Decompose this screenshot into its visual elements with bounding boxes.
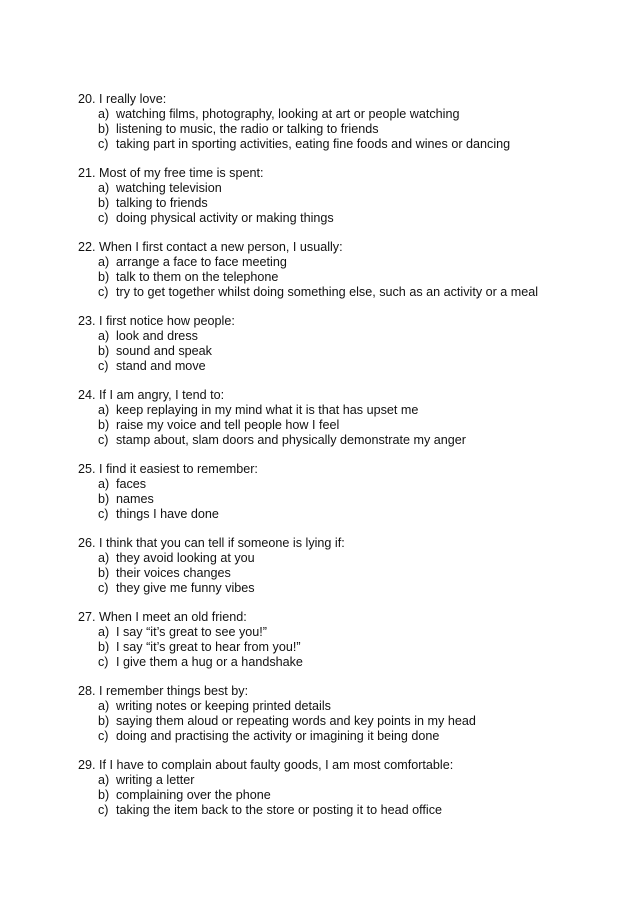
- option-letter: a): [98, 107, 110, 121]
- option-c: [78, 433, 618, 448]
- question-prompt: [78, 240, 618, 255]
- option-letter: b): [98, 270, 110, 284]
- question-number: 27.: [78, 610, 96, 624]
- option-letter: a): [98, 329, 110, 343]
- question-text: I find it easiest to remember:: [99, 462, 258, 476]
- question-prompt: [78, 536, 618, 551]
- option-b: [78, 196, 618, 211]
- option-text: they avoid looking at you: [116, 551, 255, 565]
- option-letter: c): [98, 285, 109, 299]
- question-text: Most of my free time is spent:: [99, 166, 264, 180]
- option-letter: b): [98, 492, 110, 506]
- question-23: [78, 314, 618, 374]
- option-letter: c): [98, 803, 109, 817]
- question-24: [78, 388, 618, 448]
- option-text: try to get together whilst doing something else, such as an activity or a meal: [116, 285, 539, 299]
- option-text: things I have done: [116, 507, 219, 521]
- option-b: [78, 122, 618, 137]
- option-letter: c): [98, 211, 109, 225]
- option-a: [78, 699, 618, 714]
- option-text: their voices changes: [116, 566, 231, 580]
- question-22: [78, 240, 618, 300]
- option-text: raise my voice and tell people how I feel: [116, 418, 340, 432]
- question-29: [78, 758, 618, 818]
- question-prompt: [78, 92, 618, 107]
- option-text: names: [116, 492, 154, 506]
- option-text: doing and practising the activity or imagining it being done: [116, 729, 440, 743]
- option-letter: c): [98, 507, 109, 521]
- option-letter: b): [98, 122, 110, 136]
- option-a: [78, 181, 618, 196]
- option-letter: b): [98, 196, 110, 210]
- option-c: [78, 655, 618, 670]
- option-letter: a): [98, 699, 110, 713]
- option-letter: b): [98, 418, 110, 432]
- question-text: I really love:: [99, 92, 167, 106]
- option-letter: a): [98, 773, 110, 787]
- question-text: If I am angry, I tend to:: [99, 388, 225, 402]
- option-c: [78, 507, 618, 522]
- question-prompt: [78, 388, 618, 403]
- question-text: I first notice how people:: [99, 314, 235, 328]
- option-letter: c): [98, 655, 109, 669]
- question-text: When I meet an old friend:: [99, 610, 247, 624]
- option-text: watching films, photography, looking at art or people watching: [116, 107, 460, 121]
- option-text: talk to them on the telephone: [116, 270, 279, 284]
- question-prompt: [78, 166, 618, 181]
- option-c: [78, 803, 618, 818]
- option-letter: b): [98, 566, 110, 580]
- option-b: [78, 492, 618, 507]
- option-text: I say “it’s great to see you!”: [116, 625, 267, 639]
- question-prompt: [78, 758, 618, 773]
- option-b: [78, 566, 618, 581]
- question-number: 23.: [78, 314, 96, 328]
- option-text: I say “it’s great to hear from you!”: [116, 640, 301, 654]
- question-21: [78, 166, 618, 226]
- option-letter: b): [98, 344, 110, 358]
- option-b: [78, 640, 618, 655]
- option-text: taking part in sporting activities, eating fine foods and wines or dancing: [116, 137, 511, 151]
- option-text: complaining over the phone: [116, 788, 271, 802]
- question-number: 22.: [78, 240, 96, 254]
- option-c: [78, 359, 618, 374]
- option-c: [78, 137, 618, 152]
- question-27: [78, 610, 618, 670]
- option-letter: a): [98, 625, 110, 639]
- question-number: 21.: [78, 166, 96, 180]
- option-text: I give them a hug or a handshake: [116, 655, 303, 669]
- option-c: [78, 285, 618, 300]
- question-text: I remember things best by:: [99, 684, 249, 698]
- option-c: [78, 211, 618, 226]
- option-text: talking to friends: [116, 196, 208, 210]
- option-text: doing physical activity or making things: [116, 211, 334, 225]
- option-b: [78, 270, 618, 285]
- option-text: listening to music, the radio or talking to friends: [116, 122, 379, 136]
- question-number: 20.: [78, 92, 96, 106]
- option-text: keep replaying in my mind what it is that has upset me: [116, 403, 419, 417]
- option-a: [78, 329, 618, 344]
- option-letter: a): [98, 403, 110, 417]
- option-text: arrange a face to face meeting: [116, 255, 287, 269]
- option-letter: c): [98, 581, 109, 595]
- option-c: [78, 729, 618, 744]
- question-25: [78, 462, 618, 522]
- question-prompt: [78, 462, 618, 477]
- option-a: [78, 255, 618, 270]
- option-letter: b): [98, 640, 110, 654]
- option-b: [78, 788, 618, 803]
- option-b: [78, 714, 618, 729]
- question-number: 24.: [78, 388, 96, 402]
- question-text: I think that you can tell if someone is lying if:: [99, 536, 345, 550]
- option-letter: a): [98, 255, 110, 269]
- option-text: writing notes or keeping printed details: [116, 699, 331, 713]
- option-letter: b): [98, 788, 110, 802]
- option-text: stamp about, slam doors and physically demonstrate my anger: [116, 433, 466, 447]
- option-c: [78, 581, 618, 596]
- question-number: 28.: [78, 684, 96, 698]
- option-a: [78, 773, 618, 788]
- option-b: [78, 344, 618, 359]
- option-letter: c): [98, 433, 109, 447]
- option-letter: b): [98, 714, 110, 728]
- question-number: 26.: [78, 536, 96, 550]
- option-text: faces: [116, 477, 147, 491]
- option-text: they give me funny vibes: [116, 581, 255, 595]
- option-text: taking the item back to the store or posting it to head office: [116, 803, 442, 817]
- question-text: When I first contact a new person, I usually:: [99, 240, 343, 254]
- question-20: [78, 92, 618, 152]
- option-text: watching television: [116, 181, 222, 195]
- question-text: If I have to complain about faulty goods, I am most comfortable:: [99, 758, 454, 772]
- option-letter: a): [98, 477, 110, 491]
- option-text: writing a letter: [116, 773, 195, 787]
- question-prompt: [78, 610, 618, 625]
- option-a: [78, 403, 618, 418]
- option-text: look and dress: [116, 329, 198, 343]
- option-text: saying them aloud or repeating words and key points in my head: [116, 714, 476, 728]
- option-letter: c): [98, 729, 109, 743]
- question-prompt: [78, 684, 618, 699]
- question-26: [78, 536, 618, 596]
- option-a: [78, 625, 618, 640]
- option-a: [78, 477, 618, 492]
- option-text: stand and move: [116, 359, 206, 373]
- option-a: [78, 551, 618, 566]
- question-prompt: [78, 314, 618, 329]
- option-letter: c): [98, 137, 109, 151]
- option-letter: a): [98, 181, 110, 195]
- option-a: [78, 107, 618, 122]
- option-b: [78, 418, 618, 433]
- option-letter: c): [98, 359, 109, 373]
- question-number: 29.: [78, 758, 96, 772]
- question-number: 25.: [78, 462, 96, 476]
- option-letter: a): [98, 551, 110, 565]
- question-28: [78, 684, 618, 744]
- option-text: sound and speak: [116, 344, 212, 358]
